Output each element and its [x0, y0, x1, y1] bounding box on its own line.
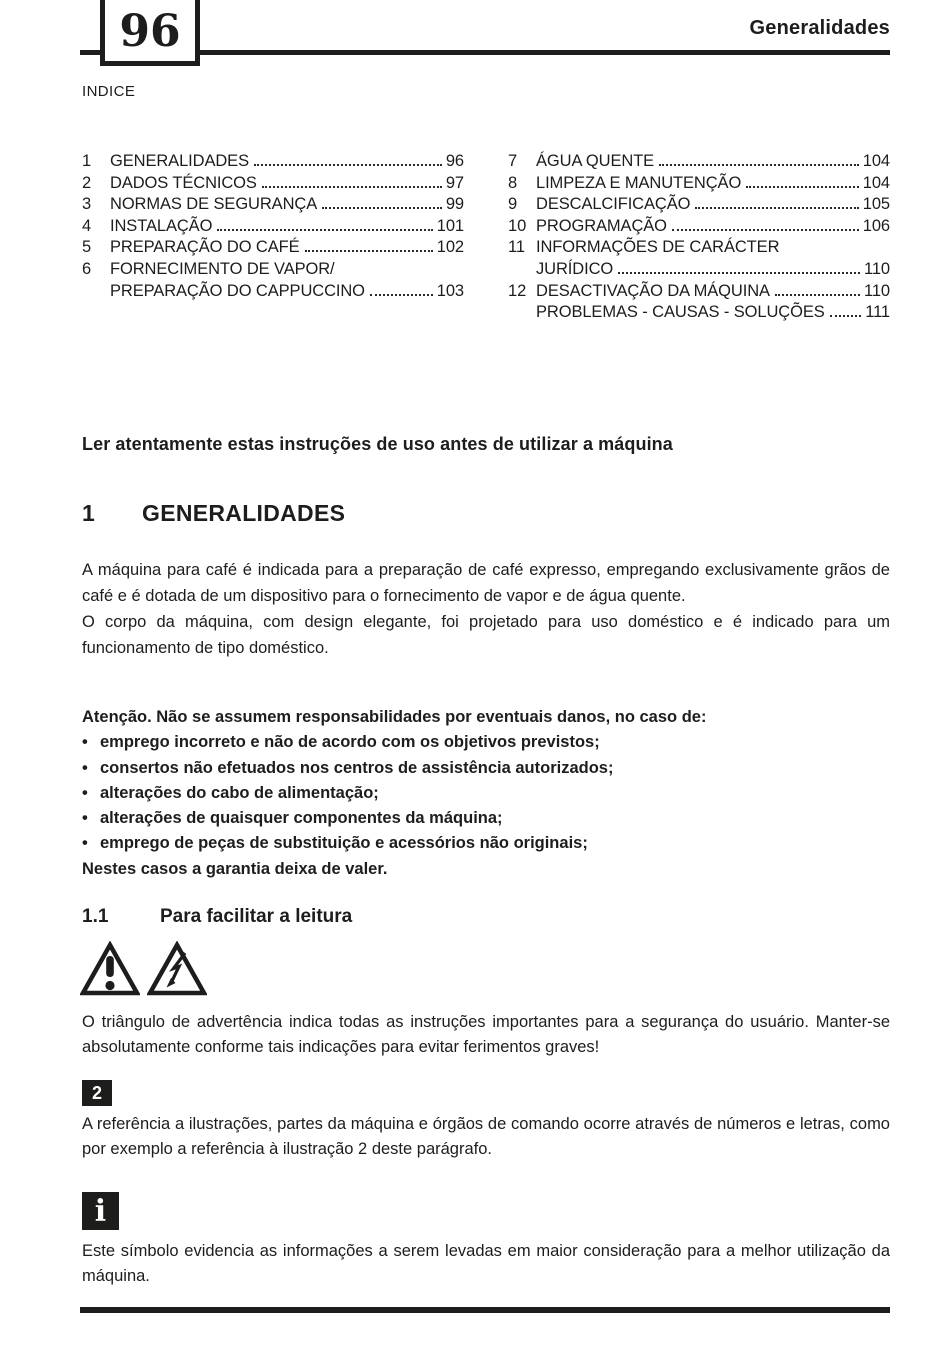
- attention-bullet: • consertos não efetuados nos centros de assistência autorizados;: [82, 758, 614, 777]
- toc-entry-line: 5 PREPARAÇÃO DO CAFÉ 102: [82, 238, 464, 257]
- reading-notice: Ler atentamente estas instruções de uso antes de utilizar a máquina: [82, 434, 673, 454]
- attention-bullet-list: [82, 730, 890, 856]
- toc-entry-line: 11 INFORMAÇÕES DE CARÁCTER: [508, 238, 780, 257]
- exclamation-warning-triangle-icon: [80, 941, 140, 997]
- info-icon: i: [94, 1193, 107, 1229]
- figure-2-label: 2: [91, 1082, 102, 1103]
- attention-bullet: • alterações do cabo de alimentação;: [82, 783, 379, 802]
- paragraph: O corpo da máquina, com design elegante, foi projetado para uso doméstico e é indicado para um funcionamento de tipo doméstico.: [82, 613, 890, 657]
- section-1-title: GENERALIDADES: [142, 500, 346, 526]
- toc-entry-line: PROBLEMAS - CAUSAS - SOLUÇÕES 111: [536, 303, 890, 322]
- section-1-1-title: Para facilitar a leitura: [160, 906, 353, 927]
- index-label: INDICE: [82, 83, 136, 100]
- toc-entry-line: 8 LIMPEZA E MANUTENÇÃO 104: [508, 173, 890, 192]
- section-1-number: 1: [82, 500, 96, 526]
- section-1-1-number: 1.1: [82, 906, 109, 927]
- section-1-body: [82, 557, 890, 661]
- figure-2-badge: [82, 1080, 112, 1106]
- info-paragraph: Este símbolo evidencia as informações a serem levadas em maior consideração para a melhor utilização da máquina.: [82, 1242, 890, 1285]
- footer-rule: [80, 1307, 890, 1313]
- toc-entry-line: 10 PROGRAMAÇÃO 106: [508, 216, 890, 235]
- attention-bullet: • alterações de quaisquer componentes da máquina;: [82, 809, 503, 828]
- figure-reference-paragraph: A referência a ilustrações, partes da máquina e órgãos de comando ocorre através de números e letras, como por exemplo a referência à ilustração 2 deste parágrafo.: [82, 1115, 890, 1158]
- section-1-1-heading: [82, 906, 352, 928]
- page-number-box: [100, 0, 200, 66]
- toc-entry-line: 6 FORNECIMENTO DE VAPOR/: [82, 259, 335, 278]
- toc-column-right: [508, 151, 890, 324]
- toc-entry-line: 1 GENERALIDADES 96: [82, 152, 464, 170]
- info-badge: [82, 1192, 119, 1230]
- toc-entry-line: PREPARAÇÃO DO CAPPUCCINO 103: [110, 281, 464, 300]
- header-rule: [80, 50, 890, 55]
- toc-entry-line: 2 DADOS TÉCNICOS 97: [82, 173, 464, 192]
- toc-entry-line: 4 INSTALAÇÃO 101: [82, 216, 464, 235]
- warning-symbols: [80, 941, 207, 997]
- page-number: 96: [119, 6, 181, 57]
- attention-closing: Nestes casos a garantia deixa de valer.: [82, 859, 388, 878]
- warning-paragraph: O triângulo de advertência indica todas as instruções importantes para a segurança do usuário. Manter-se absolutamente conforme tais indicações para evitar ferimentos graves!: [82, 1013, 890, 1056]
- attention-bullet: • emprego de peças de substituição e acessórios não originais;: [82, 834, 588, 853]
- toc-entry-line: 12 DESACTIVAÇÃO DA MÁQUINA 110: [508, 281, 890, 300]
- section-1-heading: [82, 500, 345, 527]
- high-voltage-warning-triangle-icon: [147, 941, 207, 997]
- paragraph: A máquina para café é indicada para a preparação de café expresso, empregando exclusivamente grãos de café e é dotada de um dispositivo para o fornecimento de vapor e de água quente.: [82, 561, 890, 605]
- attention-block: [82, 705, 890, 882]
- toc-entry-line: JURÍDICO 110: [536, 259, 890, 278]
- table-of-contents: [82, 151, 890, 324]
- toc-column-left: [82, 151, 464, 324]
- attention-intro: Atenção. Não se assumem responsabilidades por eventuais danos, no caso de:: [82, 708, 707, 726]
- toc-entry-line: 3 NORMAS DE SEGURANÇA 99: [82, 195, 464, 214]
- toc-entry-line: 7 ÁGUA QUENTE 104: [508, 152, 890, 170]
- toc-entry-line: 9 DESCALCIFICAÇÃO 105: [508, 195, 890, 214]
- header-title: Generalidades: [749, 17, 890, 39]
- attention-bullet: • emprego incorreto e não de acordo com os objetivos previstos;: [82, 733, 600, 752]
